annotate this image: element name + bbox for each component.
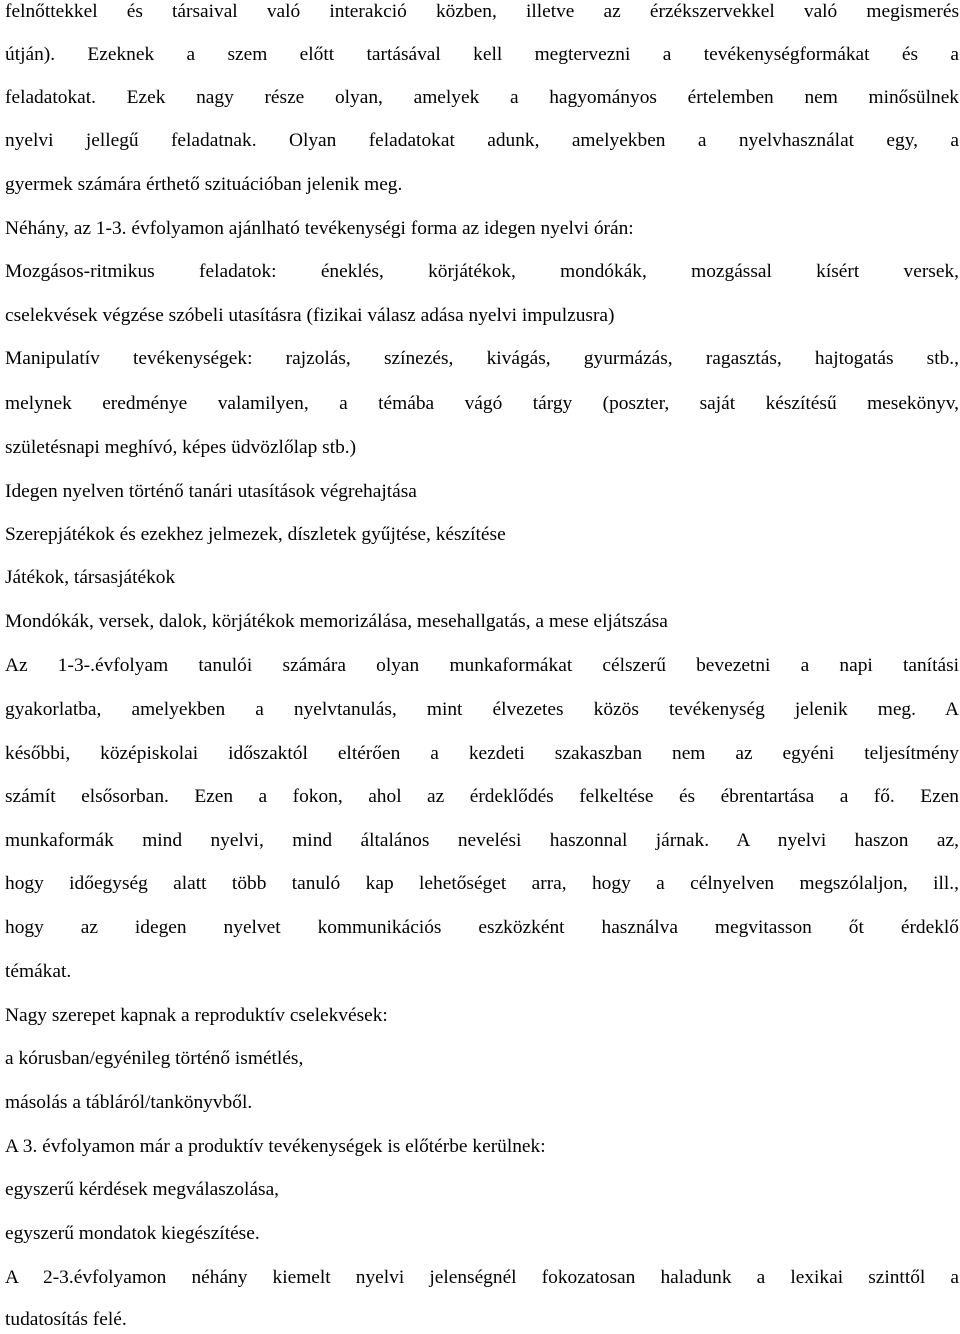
text-line-1: felnőttekkel és társaival való interakció közben, illetve az érzékszervekkel való megismerés (5, 1, 959, 22)
text-line-17: gyakorlatba, amelyekben a nyelvtanulás, mint élvezetes közös tevékenység jelenik meg. A (5, 699, 959, 720)
text-line-8: cselekvések végzése szóbeli utasításra (fizikai válasz adása nyelvi impulzusra) (5, 305, 615, 326)
text-line-15: Mondókák, versek, dalok, körjátékok memorizálása, mesehallgatás, a mese eljátszása (5, 611, 668, 632)
text-line-7: Mozgásos-ritmikus feladatok: éneklés, körjátékok, mondókák, mozgással kísért versek, (5, 261, 959, 282)
text-line-23: témákat. (5, 961, 72, 982)
text-line-11: születésnapi meghívó, képes üdvözlőlap stb.) (5, 437, 357, 458)
text-line-31: tudatosítás felé. (5, 1309, 127, 1330)
text-line-28: egyszerű kérdések megválaszolása, (5, 1179, 280, 1200)
text-line-18: későbbi, középiskolai időszaktól eltérően a kezdeti szakaszban nem az egyéni teljesítmény (5, 743, 959, 764)
text-line-9: Manipulatív tevékenységek: rajzolás, színezés, kivágás, gyurmázás, ragasztás, hajtogatás stb., (5, 348, 959, 369)
text-line-25: a kórusban/egyénileg történő ismétlés, (5, 1048, 304, 1069)
text-line-29: egyszerű mondatok kiegészítése. (5, 1223, 260, 1244)
text-line-16: Az 1-3-.évfolyam tanulói számára olyan munkaformákat célszerű bevezetni a napi tanítási (5, 655, 959, 676)
text-line-30: A 2-3.évfolyamon néhány kiemelt nyelvi jelenségnél fokozatosan haladunk a lexikai szinttől a (5, 1267, 959, 1288)
text-line-19: számít elsősorban. Ezen a fokon, ahol az érdeklődés felkeltése és ébrentartása a fő. Ezen (5, 786, 959, 807)
text-line-27: A 3. évfolyamon már a produktív tevékenységek is előtérbe kerülnek: (5, 1136, 546, 1157)
text-line-26: másolás a tábláról/tankönyvből. (5, 1092, 253, 1113)
text-line-22: hogy az idegen nyelvet kommunikációs eszközként használva megvitasson őt érdeklő (5, 917, 959, 938)
text-line-3: feladatokat. Ezek nagy része olyan, amelyek a hagyományos értelemben nem minősülnek (5, 87, 959, 108)
text-line-14: Játékok, társasjátékok (5, 567, 176, 588)
text-line-10: melynek eredménye valamilyen, a témába vágó tárgy (poszter, saját készítésű mesekönyv, (5, 393, 959, 414)
text-line-12: Idegen nyelven történő tanári utasítások végrehajtása (5, 481, 417, 502)
text-line-4: nyelvi jellegű feladatnak. Olyan feladatokat adunk, amelyekben a nyelvhasználat egy, a (5, 130, 959, 151)
text-line-2: útján). Ezeknek a szem előtt tartásával kell megtervezni a tevékenységformákat és a (5, 44, 959, 65)
text-line-21: hogy időegység alatt több tanuló kap lehetőséget arra, hogy a célnyelven megszólaljon, ill., (5, 873, 959, 894)
text-line-6: Néhány, az 1-3. évfolyamon ajánlható tevékenységi forma az idegen nyelvi órán: (5, 218, 634, 239)
text-line-5: gyermek számára érthető szituációban jelenik meg. (5, 174, 403, 195)
text-line-13: Szerepjátékok és ezekhez jelmezek, díszletek gyűjtése, készítése (5, 524, 506, 545)
text-line-20: munkaformák mind nyelvi, mind általános nevelési haszonnal járnak. A nyelvi haszon az, (5, 830, 959, 851)
text-line-24: Nagy szerepet kapnak a reproduktív cselekvések: (5, 1005, 388, 1026)
